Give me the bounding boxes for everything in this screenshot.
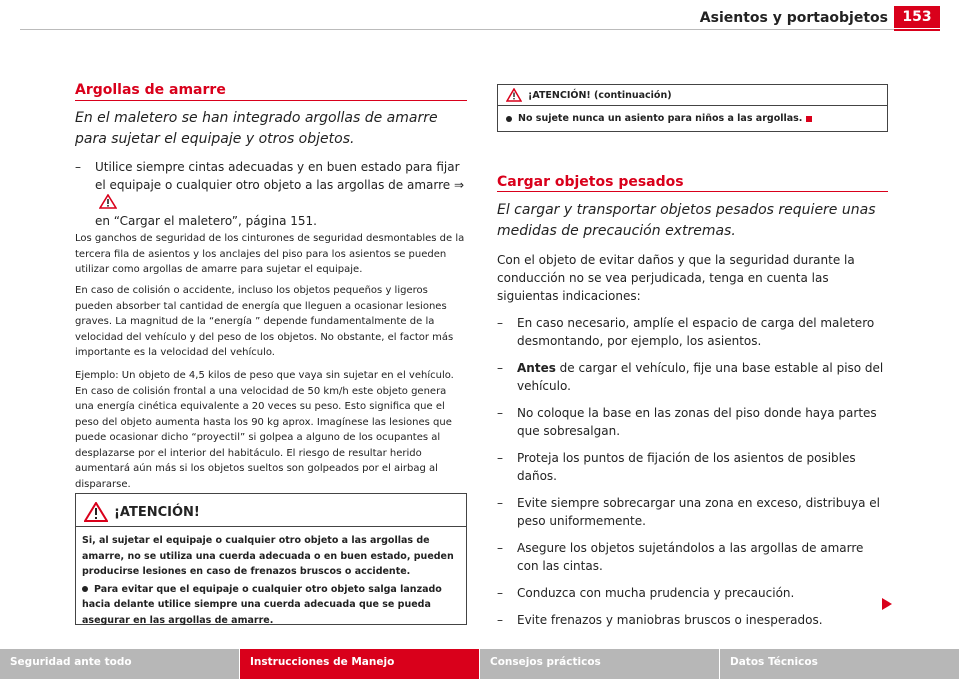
tab-seguridad[interactable]: Seguridad ante todo xyxy=(0,649,240,679)
bullet-dot xyxy=(82,586,88,592)
section-title: Asientos y portaobjetos xyxy=(699,10,888,26)
warning-title: ¡ATENCIÓN! xyxy=(114,504,200,520)
footer-nav xyxy=(0,649,960,679)
lead-paragraph: El cargar y transportar objetos pesados requiere unas medidas de precaución extremas. xyxy=(497,202,876,239)
intro-paragraph: Con el objeto de evitar daños y que la seguridad durante la conducción no se vea perjudicada, tenga en cuenta las siguientas indicaciones: xyxy=(497,253,855,303)
step-dash: – xyxy=(75,160,81,174)
heading-rule xyxy=(497,191,888,192)
list-item: – No coloque la base en las zonas del piso donde haya partes que sobresalgan. xyxy=(497,406,877,438)
warning-continued-box xyxy=(497,84,888,132)
list-item: – En caso necesario, amplíe el espacio de carga del maletero desmontando, por ejemplo, los asientos. xyxy=(497,316,875,348)
header-accent-rule xyxy=(894,29,940,31)
warning-text-1: Si, al sujetar el equipaje o cualquier otro objeto a las argollas de amarre, no se utiliza una cuerda adecuada o en buen estado, pueden producirse lesiones en caso de frenazos bruscos o accidente. xyxy=(82,535,454,577)
list-item: – Asegure los objetos sujetándolos a las argollas de amarre con las cintas. xyxy=(497,541,864,573)
precautions-list xyxy=(497,314,888,629)
list-item: – Evite frenazos y maniobras bruscos o inesperados. xyxy=(497,613,823,627)
warning-continued-title: ¡ATENCIÓN! (continuación) xyxy=(528,89,672,101)
warning-continued-header xyxy=(498,85,887,106)
lead-paragraph: En el maletero se han integrado argollas de amarre para sujetar el equipaje y otros objetos. xyxy=(75,110,438,147)
tab-instrucciones[interactable]: Instrucciones de Manejo xyxy=(240,649,480,679)
warning-continued-text: No sujete nunca un asiento para niños a las argollas. xyxy=(518,113,803,124)
paragraph-energy: En caso de colisión o accidente, incluso los objetos pequeños y ligeros pueden absorber tal cantidad de energía que lleguen a ocasionar lesiones graves. La magnitud de la “energía ” depende fundamentalmente de la velocidad del vehículo y del peso de los objetos. No obstante, el factor más importante es la velocidad del vehículo. xyxy=(75,285,454,358)
step-text: Utilice siempre cintas adecuadas y en buen estado para fijar el equipaje o cualquier otro objeto a las argollas de amarre ⇒ xyxy=(95,160,465,192)
heading-rule xyxy=(75,100,467,101)
tab-datos[interactable]: Datos Técnicos xyxy=(720,649,960,679)
list-item: – Antes de cargar el vehículo, fije una base estable al piso del vehículo. xyxy=(497,361,884,393)
end-marker xyxy=(806,116,812,122)
warning-header xyxy=(76,494,466,526)
instruction-step xyxy=(75,158,467,230)
warning-body xyxy=(76,529,466,634)
section-heading-tie-downs: Argollas de amarre xyxy=(75,82,226,98)
warning-continued-body xyxy=(498,106,887,132)
page-number: 153 xyxy=(894,6,940,28)
tab-consejos[interactable]: Consejos prácticos xyxy=(480,649,720,679)
header-rule xyxy=(20,29,940,30)
step-ref: en “Cargar el maletero”, página 151. xyxy=(95,214,317,228)
warning-triangle-icon xyxy=(99,194,117,209)
list-item: – Proteja los puntos de fijación de los asientos de posibles daños. xyxy=(497,451,856,483)
warning-triangle-icon xyxy=(506,88,522,102)
warning-text-2: Para evitar que el equipaje o cualquier otro objeto salga lanzado hacia delante utilice siempre una cuerda adecuada que se pueda asegurar en las argollas de amarre. xyxy=(82,583,442,626)
bullet-dot xyxy=(506,116,512,122)
list-item: – Evite siempre sobrecargar una zona en exceso, distribuya el peso uniformemente. xyxy=(497,496,880,528)
warning-triangle-icon xyxy=(84,502,108,522)
section-heading-heavy-loads: Cargar objetos pesados xyxy=(497,174,684,190)
continue-arrow-icon[interactable] xyxy=(881,597,893,611)
paragraph-hooks: Los ganchos de seguridad de los cinturones de seguridad desmontables de la tercera fila de asientos y los anclajes del piso para los asientos se pueden utilizar como argollas de amarre para sujetar el equipaje. xyxy=(75,233,465,275)
warning-box xyxy=(75,493,467,625)
paragraph-example: Ejemplo: Un objeto de 4,5 kilos de peso que vaya sin sujetar en el vehículo. En caso de colisión frontal a una velocidad de 50 km/h este objeto genera una energía cinética equivalente a 20 veces su peso. Esto significa que el peso del objeto aumenta hasta los 90 kg aprox. Imagínese las lesiones que puede ocasionar dicho “proyectil” si golpea a alguno de los ocupantes al desplazarse por el interior del habitáculo. El riesgo de resultar herido aumentará aún más si los objetos sueltos son golpeados por el airbag al dispararse. xyxy=(75,370,454,490)
list-item: – Conduzca con mucha prudencia y precaución. xyxy=(497,586,795,600)
